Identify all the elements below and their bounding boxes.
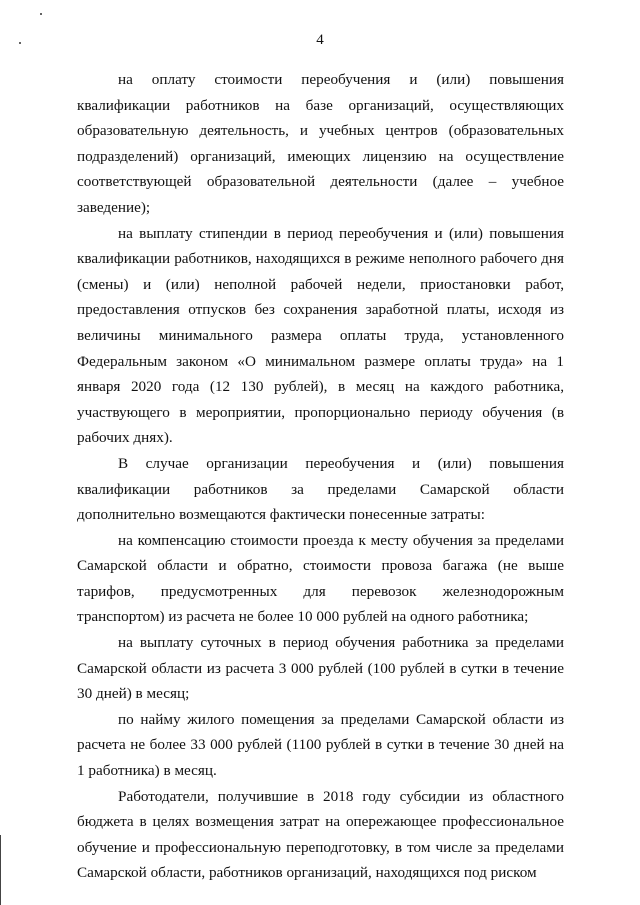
paragraph-employers-2018: Работодатели, получившие в 2018 году субсидии из областного бюджета в целях возмещения затрат на опережающее профессиональное обучение и профессиональную переподготовку, в том числе за пределами Самарской области, работников организаций, находящихся под риском [77,787,564,882]
paragraph-daily-allowance: на выплату суточных в период обучения работника за пределами Самарской области из расчета 3 000 рублей (100 рублей в сутки в течение 30 дней) в месяц; [77,634,564,703]
paragraph-travel-compensation: на компенсацию стоимости проезда к месту обучения за пределами Самарской области и обратно, стоимости провоза багажа (не выше тарифов, предусмотренных для перевозок железнодорожным транспортом) из расчета не более 10 000 рублей на одного работника; [77,531,564,626]
paragraph-outside-region: В случае организации переобучения и (или) повышения квалификации работников за пределами Самарской области дополнительно возмещаются фактически понесенные затраты: [77,454,564,524]
paragraph-housing: по найму жилого помещения за пределами Самарской области из расчета не более 33 000 рублей (1100 рублей в сутки в течение 30 дней на 1 работника) в месяц. [77,710,564,780]
page-number: 4 [316,32,324,48]
scan-edge-line [0,835,1,905]
paragraph-stipend: на выплату стипендии в период переобучения и (или) повышения квалификации работников, находящихся в режиме неполного рабочего дня (смены) и (или) неполной рабочей недели, приостановки работ, предоставления отпусков без сохранения заработной платы, исходя из величины минимального размера оплаты труда, установленного Федеральным законом «О минимальном размере оплаты труда» на 1 января 2020 года (12 130 рублей), в месяц на каждого работника, участвующего в мероприятии, пропорционально периоду обучения (в рабочих днях). [77,224,564,447]
paragraph-training-costs: на оплату стоимости переобучения и (или) повышения квалификации работников на базе организаций, осуществляющих образовательную деятельность, и учебных центров (образовательных подразделений) организаций, имеющих лицензию на осуществление соответствующей образовательной деятельности (далее – учебное заведение); [77,71,564,216]
document-body [77,67,564,886]
scan-speck [40,13,42,15]
